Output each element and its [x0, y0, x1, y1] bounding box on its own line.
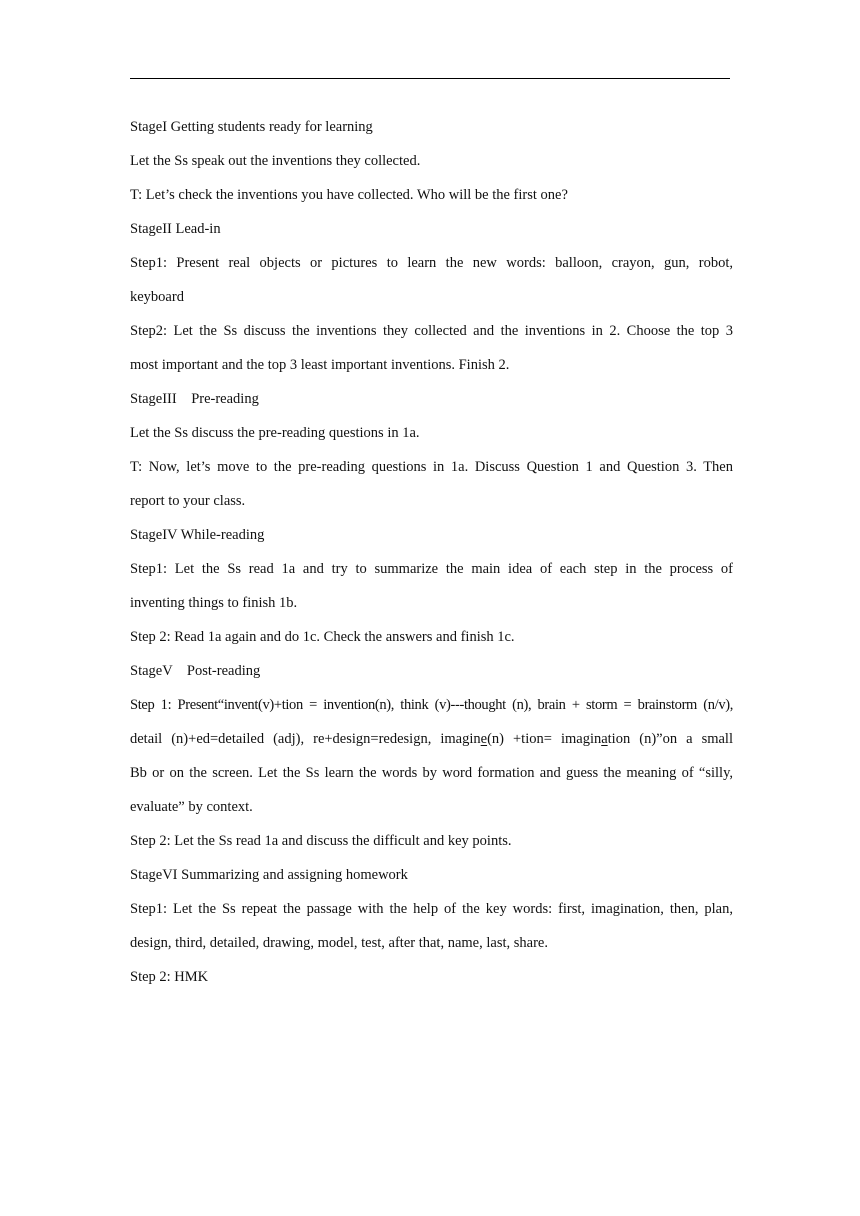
header-rule [130, 78, 730, 79]
stage-5-step1-line1: Step 1: Present“invent(v)+tion = invention(n), think (v)---thought (n), brain + storm = brainstorm (n/v), [130, 697, 733, 713]
stage-3-teacher-line1: T: Now, let’s move to the pre-reading questions in 1a. Discuss Question 1 and Question 3. Then [130, 459, 733, 475]
stage-2-step1-line1: Step1: Present real objects or pictures to learn the new words: balloon, crayon, gun, robot, [130, 255, 733, 271]
word-formation-text: detail (n)+ed=detailed (adj), re+design=redesign, imagin [130, 731, 481, 747]
underlined-letter-a: a [601, 731, 608, 747]
stage-5-step1-line4: evaluate” by context. [130, 799, 253, 815]
stage-5-step1-line2 [130, 722, 733, 756]
lesson-plan-body [130, 110, 733, 994]
stage-6-step2: Step 2: HMK [130, 969, 209, 985]
stage-2-step2-line1: Step2: Let the Ss discuss the inventions they collected and the inventions in 2. Choose the top 3 [130, 323, 733, 339]
stage-4-step1-line2: inventing things to finish 1b. [130, 595, 298, 611]
word-formation-text: tion (n)”on a small [607, 731, 733, 747]
stage-3-heading: StageIII Pre-reading [130, 391, 259, 407]
stage-1-instruction: Let the Ss speak out the inventions they collected. [130, 153, 421, 169]
stage-5-heading: StageV Post-reading [130, 663, 261, 679]
stage-5-step1-line3: Bb or on the screen. Let the Ss learn the words by word formation and guess the meaning of “silly, [130, 765, 733, 781]
underlined-letter-e: e [480, 731, 488, 747]
stage-3-teacher-line2: report to your class. [130, 493, 246, 509]
stage-4-step2: Step 2: Read 1a again and do 1c. Check the answers and finish 1c. [130, 629, 515, 645]
stage-6-step1-line1: Step1: Let the Ss repeat the passage with the help of the key words: first, imagination, then, plan, [130, 901, 733, 917]
stage-4-step1-line1: Step1: Let the Ss read 1a and try to summarize the main idea of each step in the process of [130, 561, 733, 577]
stage-2-step2-line2: most important and the top 3 least important inventions. Finish 2. [130, 357, 510, 373]
stage-2-step1-line2: keyboard [130, 289, 184, 305]
stage-3-instruction: Let the Ss discuss the pre-reading questions in 1a. [130, 425, 420, 441]
stage-2-heading: StageII Lead-in [130, 221, 221, 237]
stage-1-teacher-line: T: Let’s check the inventions you have collected. Who will be the first one? [130, 187, 568, 203]
stage-6-heading: StageVI Summarizing and assigning homework [130, 867, 408, 883]
stage-1-heading: StageI Getting students ready for learning [130, 119, 373, 135]
word-formation-text: (n) +tion= imagin [487, 731, 602, 747]
stage-5-step2: Step 2: Let the Ss read 1a and discuss the difficult and key points. [130, 833, 512, 849]
stage-6-step1-line2: design, third, detailed, drawing, model, test, after that, name, last, share. [130, 935, 548, 951]
stage-4-heading: StageIV While-reading [130, 527, 265, 543]
